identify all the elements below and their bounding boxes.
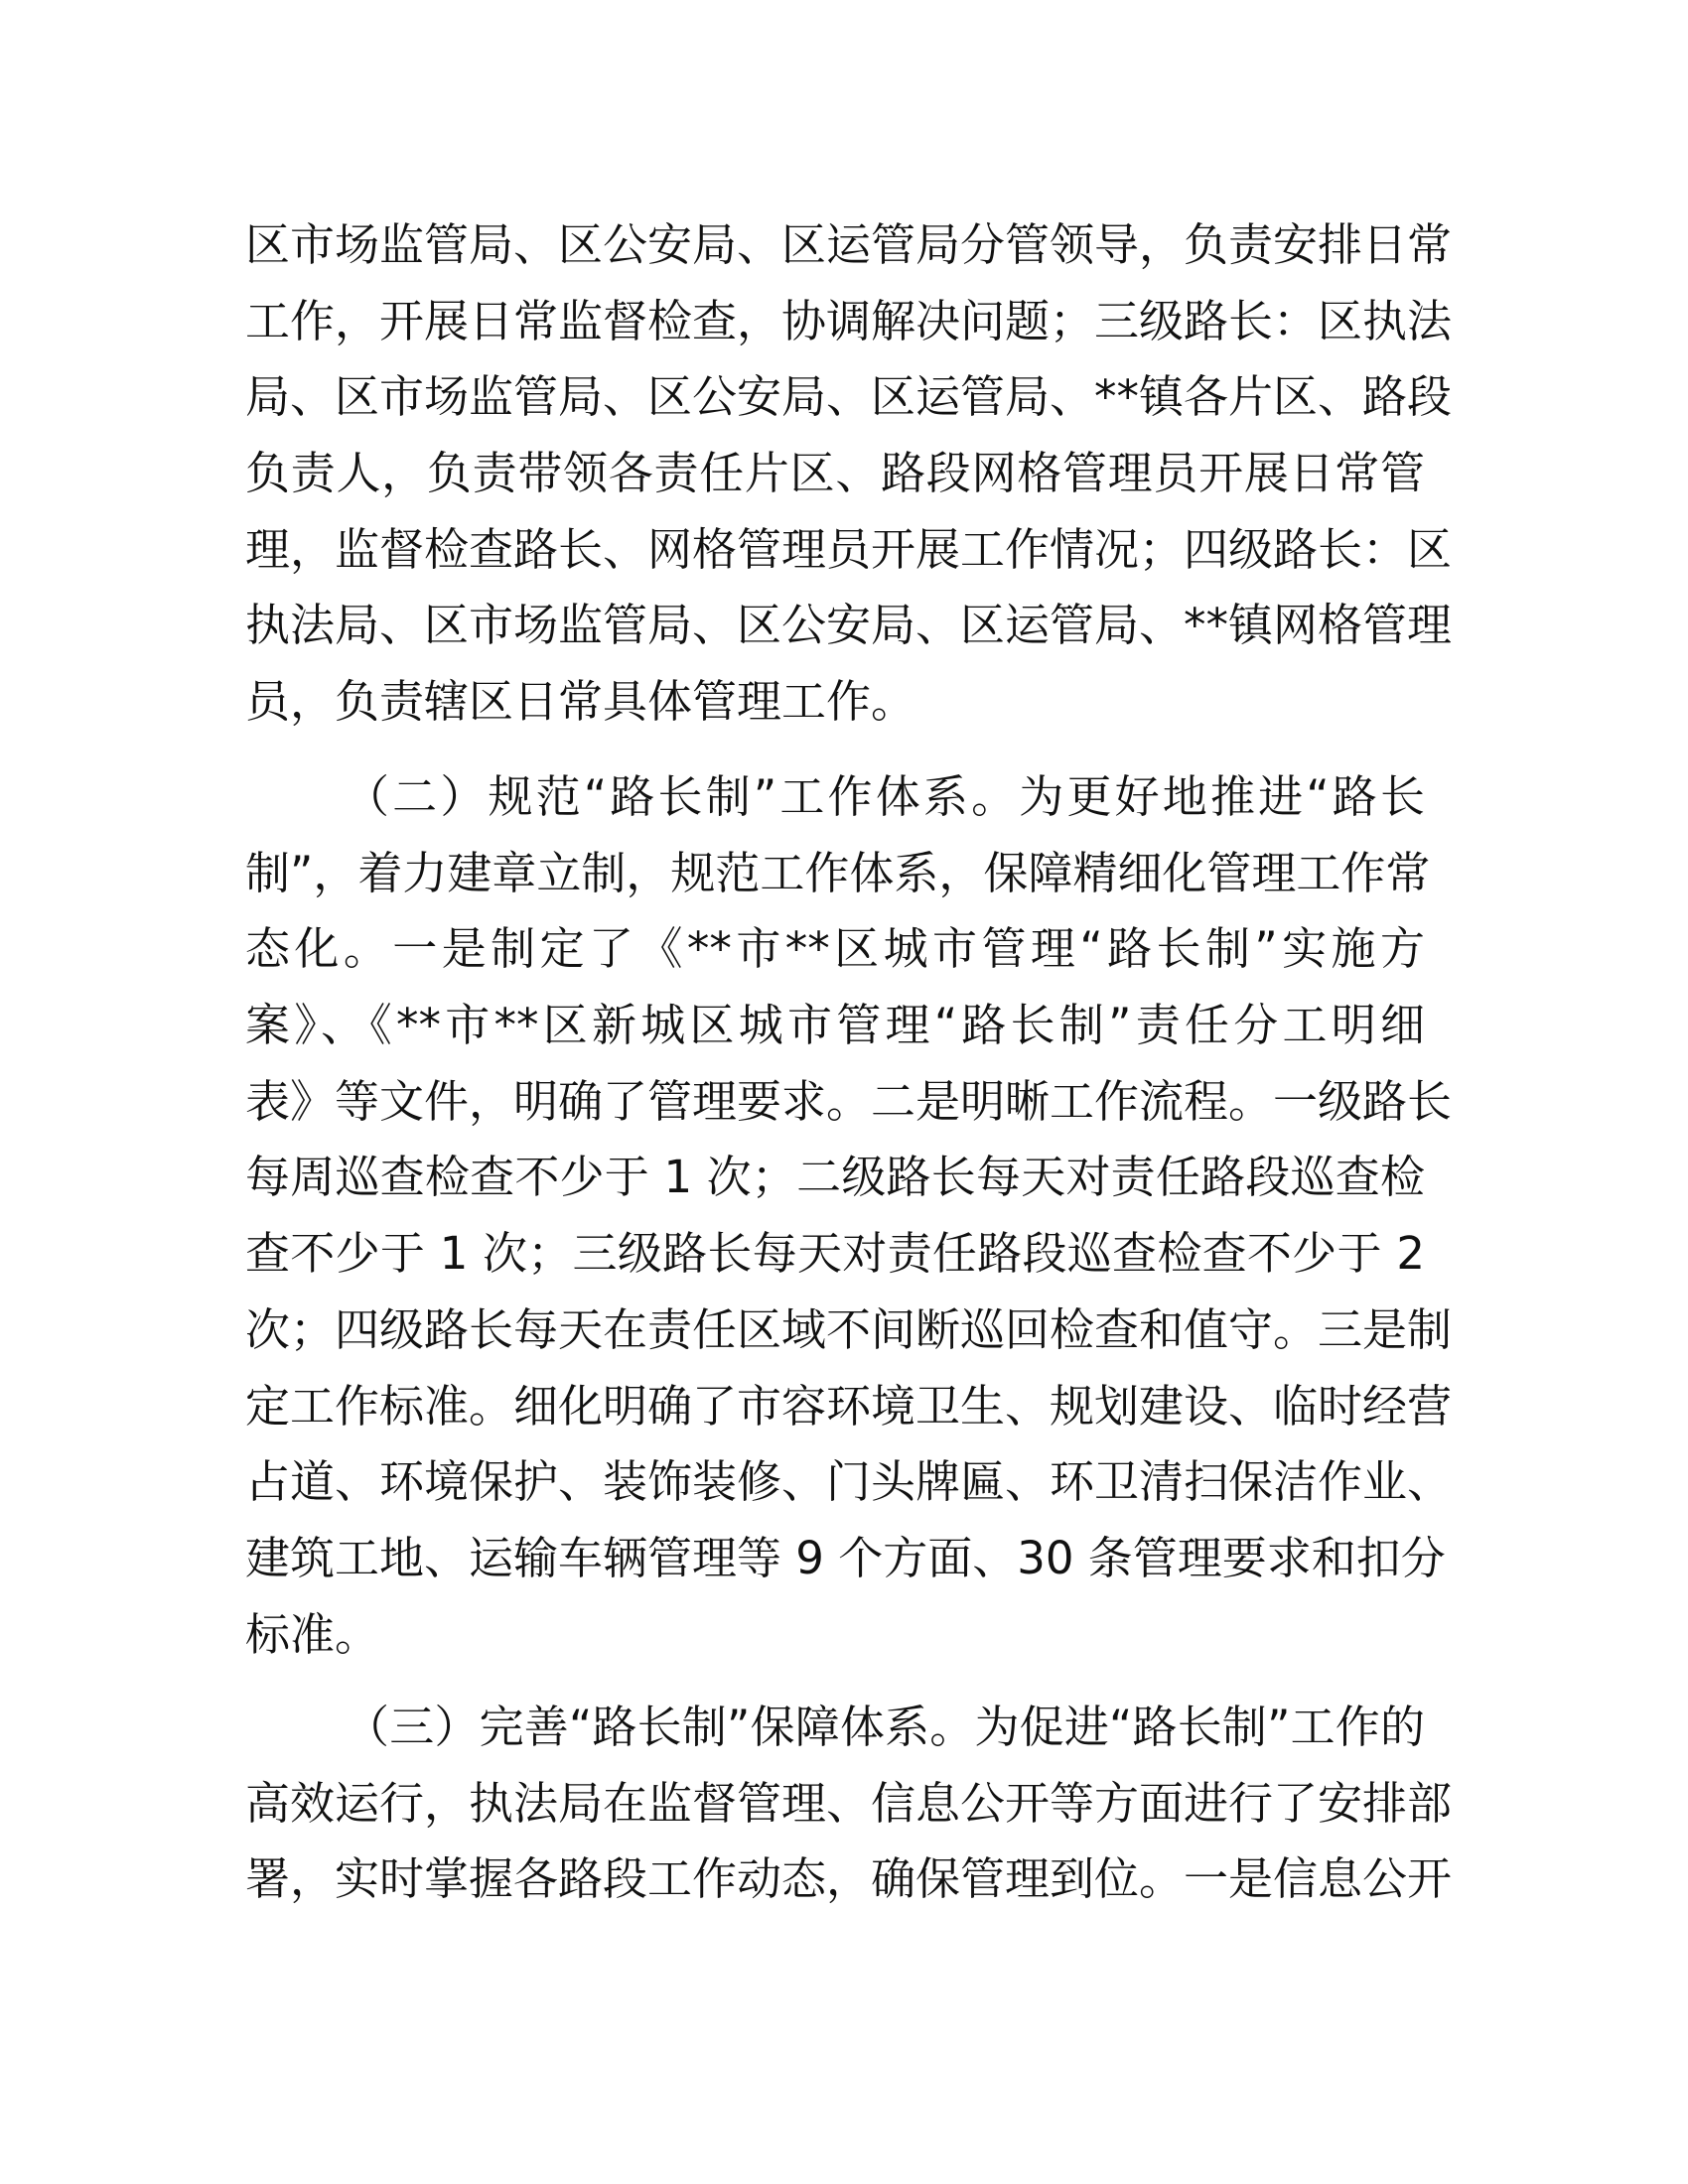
text-line: 工作，开展日常监督检查，协调解决问题；三级路长：区执法 (245, 294, 1453, 347)
paragraph-work-system (245, 759, 1453, 1673)
text-line: 占道、环境保护、装饰装修、门头牌匾、环卫清扫保洁作业、 (245, 1455, 1453, 1509)
text-line: 局、区市场监管局、区公安局、区运管局、**镇各片区、路段 (245, 370, 1453, 424)
paragraph-guarantee-system (245, 1690, 1453, 1918)
text-line: 定工作标准。细化明确了市容环境卫生、规划建设、临时经营 (245, 1379, 1453, 1433)
text-line: 理，监督检查路长、网格管理员开展工作情况；四级路长：区 (245, 522, 1453, 576)
text-line: 执法局、区市场监管局、区公安局、区运管局、**镇网格管理 (245, 599, 1453, 652)
text-line: 员，负责辖区日常具体管理工作。 (245, 675, 916, 729)
text-line: 区市场监管局、区公安局、区运管局分管领导，负责安排日常 (245, 218, 1453, 271)
text-line: （三）完善“路长制”保障体系。为促进“路长制”工作的 (345, 1701, 1425, 1753)
text-line: 表》等文件，明确了管理要求。二是明晰工作流程。一级路长 (245, 1074, 1453, 1128)
text-line: 高效运行，执法局在监督管理、信息公开等方面进行了安排部 (245, 1776, 1453, 1830)
text-line: 负责人，负责带领各责任片区、路段网格管理员开展日常管 (245, 447, 1425, 500)
text-line: 态化。一是制定了《**市**区城市管理“路长制”实施方 (245, 922, 1425, 976)
text-line: 标准。 (245, 1607, 380, 1661)
text-line: 建筑工地、运输车辆管理等 9 个方面、30 条管理要求和扣分 (245, 1531, 1446, 1584)
text-line: 查不少于 1 次；三级路长每天对责任路段巡查检查不少于 2 (245, 1227, 1425, 1281)
paragraph-road-chief-levels (245, 207, 1453, 741)
text-line: 案》、《**市**区新城区城市管理“路长制”责任分工明细 (245, 999, 1425, 1052)
text-line: （二）规范“路长制”工作体系。为更好地推进“路长 (345, 770, 1425, 823)
text-line: 制”，着力建章立制，规范工作体系，保障精细化管理工作常 (245, 846, 1431, 899)
text-line: 署，实时掌握各路段工作动态，确保管理到位。一是信息公开 (245, 1852, 1453, 1906)
text-line: 每周巡查检查不少于 1 次；二级路长每天对责任路段巡查检 (245, 1151, 1425, 1204)
text-line: 次；四级路长每天在责任区域不间断巡回检查和值守。三是制 (245, 1302, 1453, 1356)
